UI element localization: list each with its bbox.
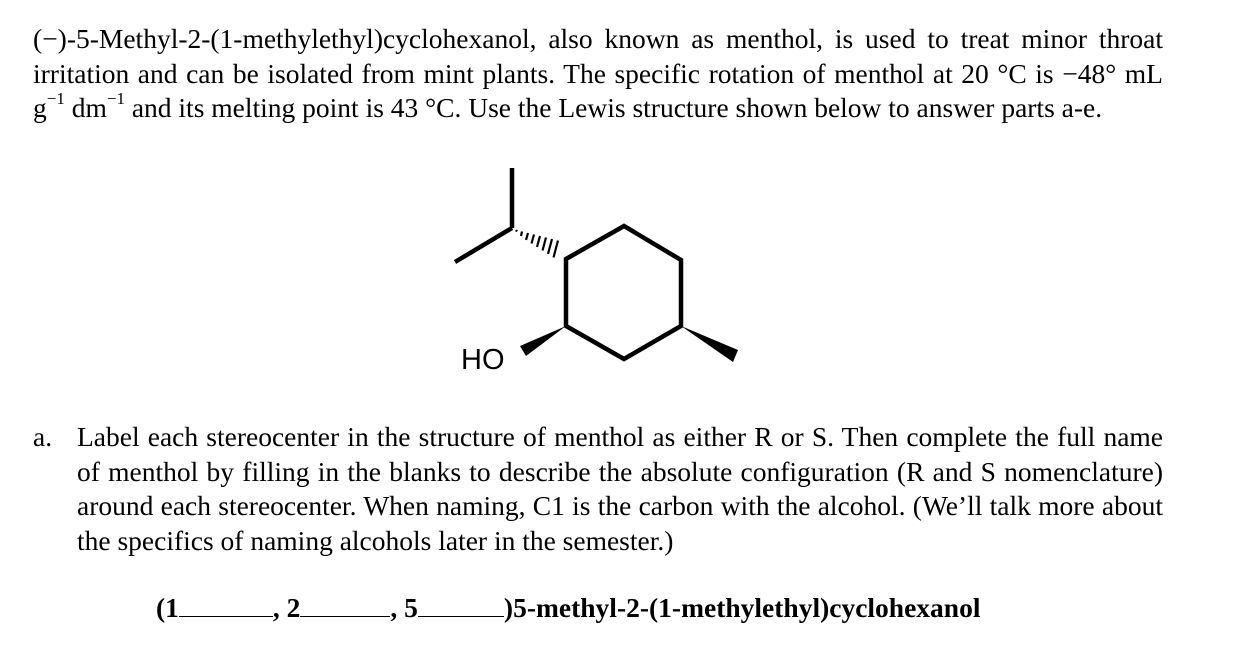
ho-label: HO	[461, 344, 505, 376]
name-open: (1	[156, 592, 179, 623]
solid-wedge-bond-methyl	[681, 326, 738, 362]
intro-paragraph	[33, 22, 1163, 126]
name-sep-2: , 2	[272, 592, 301, 623]
intro-text-3: and its melting point is 43 °C. Use the Lewis structure shown below to answer parts a-e.	[124, 92, 1103, 123]
superscript-minus-one: −1	[106, 89, 125, 108]
name-sep-5: , 5	[390, 592, 418, 623]
isopropyl-methyl-bond-left	[455, 228, 512, 262]
solid-wedge-bond-oh	[520, 326, 566, 356]
hashed-wedge-bond	[516, 230, 558, 258]
part-a-text: Label each stereocenter in the structure of menthol as either R or S. Then complete the full name of menthol by filling in the blanks to describe the absolute configuration (R and S nomenclature) around each stereocenter. When naming, C1 is the carbon with the alcohol. (We’ll talk more about the specifics of naming alcohols later in the semester.)	[77, 421, 1163, 556]
menthol-name-fill-in	[156, 592, 980, 624]
cyclohexane-ring	[566, 226, 681, 359]
part-a-question	[33, 420, 1163, 558]
intro-text-1: (−)-5-Methyl-2-(1-methylethyl)cyclohexanol, also known as menthol, is used to treat minor throat irritation and can be isolated from mint plants. The specific rotation of menthol at 20 °C is −48° mL g	[33, 23, 1163, 123]
intro-text-2: dm	[64, 92, 107, 123]
blank-c5-configuration[interactable]	[418, 592, 504, 617]
superscript-minus-one: −1	[46, 89, 65, 108]
blank-c1-configuration[interactable]	[179, 592, 273, 617]
blank-c2-configuration[interactable]	[300, 592, 390, 617]
name-suffix: )5-methyl-2-(1-methylethyl)cyclohexanol	[503, 592, 981, 623]
menthol-lewis-structure	[440, 160, 760, 390]
part-a-marker: a.	[33, 421, 53, 452]
